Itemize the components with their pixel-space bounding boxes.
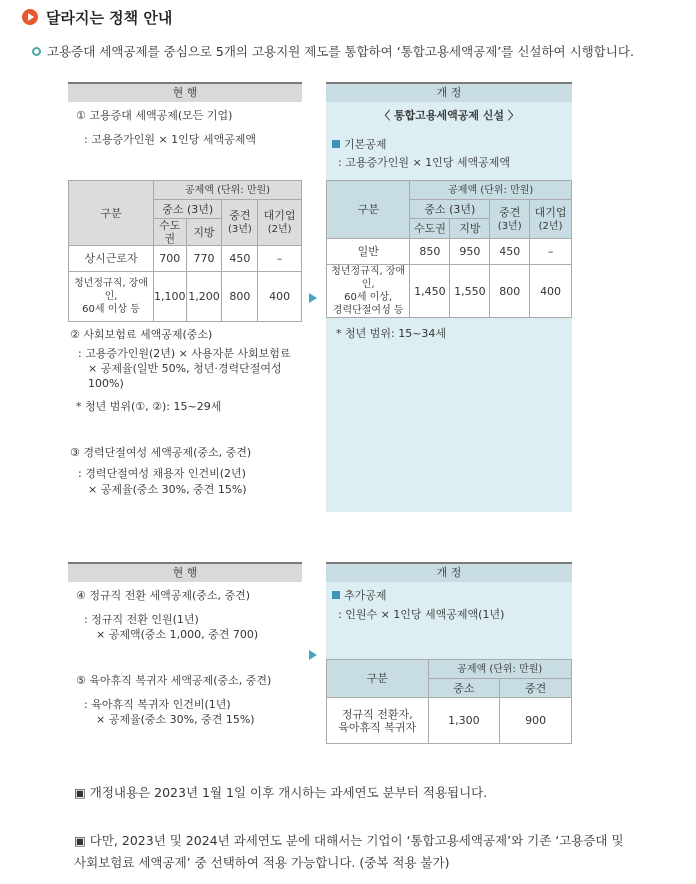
item2-line2: × 공제율(일반 50%, 청년·경력단절여성 [88,362,282,375]
amount-header: 공제액 (단위: 만원) [154,181,302,200]
capital-header: 수도권 [154,219,187,246]
play-circle-icon [22,9,38,25]
item1-title: ① 고용증대 세액공제(모든 기업) [76,109,233,122]
item2-line3: 100%) [88,377,124,390]
sme-header: 중소 [428,679,500,698]
amount-header: 공제액 (단위: 만원) [428,660,572,679]
panel1-revised-head: 개 정 [326,82,572,102]
item5-line1: : 육아휴직 복귀자 인건비(1년) [84,698,231,711]
mid-header: 중견 [500,679,572,698]
item3-line2: × 공제율(중소 30%, 중견 15%) [88,483,247,496]
table-row: 정규직 전환자, 육아휴직 복귀자 1,300 900 [327,698,572,744]
col-group-header: 구분 [69,181,154,246]
revised-title: 〈 통합고용세액공제 신설 〉 [379,109,519,122]
note-transition: ▣ 다만, 2023년 및 2024년 과세연도 분에 대해서는 기업이 ‘통합고용세액공제’와 기존 ‘고용증대 및 사회보험료 세액공제’ 중 선택하여 적용 가능합니다. (중복 적용 불가) [74,833,624,870]
local-header: 지방 [186,219,222,246]
item1-formula: : 고용증가인원 × 1인당 세액공제액 [84,133,257,146]
col-group-header: 구분 [327,660,429,698]
table-row: 상시근로자 700 770 450 – [69,246,302,272]
intro-text: 고용증대 세액공제를 중심으로 5개의 고용지원 제도를 통합하여 ‘통합고용세액공제’를 신설하여 시행합니다. [47,44,634,59]
amount-header: 공제액 (단위: 만원) [410,181,572,200]
intro-line [32,42,634,60]
square-bullet-icon [332,591,340,599]
large-header: 대기업 (2년) [258,200,302,246]
square-bullet-icon [332,140,340,148]
item3-line1: : 경력단절여성 채용자 인건비(2년) [78,467,246,480]
additional-deduction-formula: : 인원수 × 1인당 세액공제액(1년) [338,608,505,621]
item5-title: ⑤ 육아휴직 복귀자 세액공제(중소, 중견) [76,674,272,687]
item4-line1: : 정규직 전환 인원(1년) [84,613,199,626]
sme-header: 중소 (3년) [410,200,490,219]
revised-note: * 청년 범위: 15~34세 [336,327,447,340]
section-title-text: 달라지는 정책 안내 [46,8,173,27]
section-title [22,6,172,28]
item2-note: * 청년 범위(①, ②): 15~29세 [76,400,222,413]
panel1-current-head: 현 행 [68,82,302,102]
item3-title: ③ 경력단절여성 세액공제(중소, 중견) [70,446,252,459]
additional-credit-table [326,659,572,744]
item4-title: ④ 정규직 전환 세액공제(중소, 중견) [76,589,251,602]
current-credit-table [68,180,302,322]
item2-title: ② 사회보험료 세액공제(중소) [70,328,213,341]
additional-deduction-label: 추가공제 [332,588,387,603]
item2-line1: : 고용증가인원(2년) × 사용자분 사회보험료 [78,347,291,360]
table-row: 청년정규직, 장애인, 60세 이상 등 1,100 1,200 800 400 [69,272,302,322]
local-header: 지방 [450,219,490,239]
note-effective-date: ▣ 개정내용은 2023년 1월 1일 이후 개시하는 과세연도 분부터 적용됩니다. [74,785,488,800]
mid-header: 중견 (3년) [490,200,530,239]
large-header: 대기업 (2년) [530,200,572,239]
item4-line2: × 공제액(중소 1,000, 중견 700) [96,628,259,641]
basic-deduction-formula: : 고용증가인원 × 1인당 세액공제액 [338,156,511,169]
table-row: 청년정규직, 장애인, 60세 이상, 경력단절여성 등 1,450 1,550 800 400 [327,265,572,318]
basic-deduction-label: 기본공제 [332,137,387,152]
panel2-revised-head: 개 정 [326,562,572,582]
mid-header: 중견 (3년) [222,200,258,246]
revised-credit-table [326,180,572,318]
item5-line2: × 공제율(중소 30%, 중견 15%) [96,713,255,726]
arrow-right-icon [309,293,317,303]
col-group-header: 구분 [327,181,410,239]
ring-bullet-icon [32,47,41,56]
table-row: 일반 850 950 450 – [327,239,572,265]
panel2-current-head: 현 행 [68,562,302,582]
arrow-right-icon [309,650,317,660]
sme-header: 중소 (3년) [154,200,222,219]
capital-header: 수도권 [410,219,450,239]
